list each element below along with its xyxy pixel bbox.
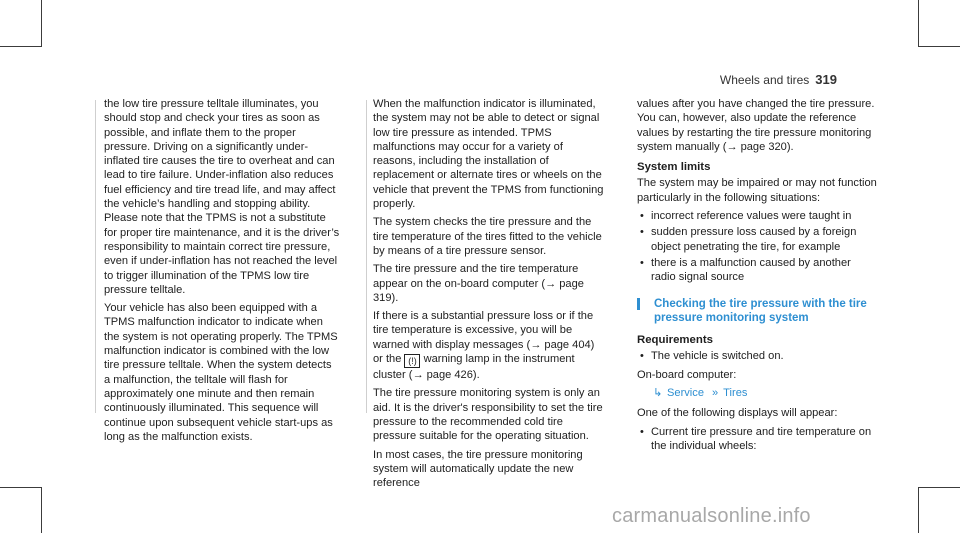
list-item [637,225,877,254]
column-3 [637,97,877,457]
paragraph: On-board computer: [637,368,737,381]
section-heading [637,297,877,326]
system-limits-heading: System limits [637,161,711,174]
bullet-icon: • [640,350,644,363]
page-number: 319 [815,72,837,87]
crop-mark [0,487,42,488]
list-item-text: there is a malfunction caused by another radio signal source [651,256,851,284]
list-item [637,256,877,285]
paragraph [373,309,605,382]
watermark: carmanualsonline.info [612,505,811,527]
crop-mark [918,487,919,533]
list-item-text: sudden pressure loss caused by a foreign object penetrating the tire, for example [651,226,857,253]
bullet-icon: • [640,256,644,269]
paragraph: One of the following displays will appear: [637,407,838,420]
section-marker-icon [637,298,640,310]
paragraph-text: If there is a substantial pressure loss or if the tire temperature is excessive, you will be warned with display messages (→ page 404) or the [373,310,595,366]
crop-mark [41,0,42,47]
paragraph-text: warning lamp in the instrument cluster (→ page 426). [373,353,575,382]
paragraph: the low tire pressure telltale illuminates, you should stop and check your tires as soon as possible, and inflate them to the proper pressure. Driving on a significantly under-inflated tire causes the tire to overheat and can lead to tire failure. Under-inflation also reduces fuel efficiency and tire tread life, and may affect the vehicle’s handling and stopping ability. Please note that the TPMS is not a substitute for proper tire maintenance, and it is the driver’s responsibility to maintain correct tire pressure, even if under-inflation has not reached the level to trigger illumination of the TPMS low tire pressure telltale. [104,98,340,296]
paragraph: The system checks the tire pressure and the tire temperature of the tires fitted to the vehicle by means of a tire pressure sensor. [373,216,602,257]
list-item-text: incorrect reference values were taught in [651,210,852,223]
paragraph: The system may be impaired or may not function particularly in the following situations: [637,177,877,204]
crop-mark [0,46,42,47]
paragraph: Your vehicle has also been equipped with a TPMS malfunction indicator to indicate when the system is not operating properly. The TPMS malfunction indicator is combined with the low tire pressure telltale. When the system detects a malfunction, the telltale will flash for approximately one minute and then remain continuously illuminated. This sequence will continue upon subsequent vehicle start-ups as long as the malfunction exists. [104,302,338,443]
displays-list [637,425,877,454]
list-item [637,209,877,223]
requirements-list [637,349,877,363]
tire-pressure-warning-icon: (!) [404,354,420,368]
paragraph: When the malfunction indicator is illuminated, the system may not be able to detect or signal low tire pressure as intended. TPMS malfunctions may occur for a variety of reasons, including the installation of replacement or alternate tires or wheels on the vehicle that prevent the TPMS from functioning properly. [373,98,604,211]
double-chevron-icon: » [712,387,719,400]
list-item-text: Current tire pressure and tire temperature on the individual wheels: [651,425,872,452]
crop-mark [918,0,919,47]
limits-list [637,209,877,284]
paragraph: values after you have changed the tire pressure. You can, however, also update the reference values by restarting the tire pressure monitoring system manually (→ page 320). [637,98,875,153]
list-item [637,425,877,454]
column-2 [373,97,605,494]
column-1 [104,97,340,448]
bullet-icon: • [640,210,644,223]
menu-path-item: Service [667,387,704,400]
crop-mark [918,46,960,47]
menu-path [653,386,877,400]
section-title: Wheels and tires [719,73,810,87]
list-item [637,349,877,363]
list-item-text: The vehicle is switched on. [651,350,784,363]
column-divider [366,100,367,413]
bullet-icon: • [640,226,644,239]
requirements-heading: Requirements [637,334,713,347]
menu-path-item: Tires [723,387,748,400]
bullet-icon: • [640,425,644,438]
page-header [720,72,837,87]
crop-mark [41,487,42,533]
column-divider [95,100,96,413]
paragraph: In most cases, the tire pressure monitoring system will automatically update the new reference [373,448,583,490]
paragraph: The tire pressure monitoring system is only an aid. It is the driver's responsibility to set the tire pressure to the recommended cold tire pressure suitable for the operating situation. [373,387,603,443]
return-arrow-icon: ↳ [653,387,663,400]
section-heading-text: Checking the tire pressure with the tire pressure monitoring system [654,297,867,324]
paragraph: The tire pressure and the tire temperature appear on the on-board computer (→ page 319). [373,263,584,304]
crop-mark [918,487,960,488]
